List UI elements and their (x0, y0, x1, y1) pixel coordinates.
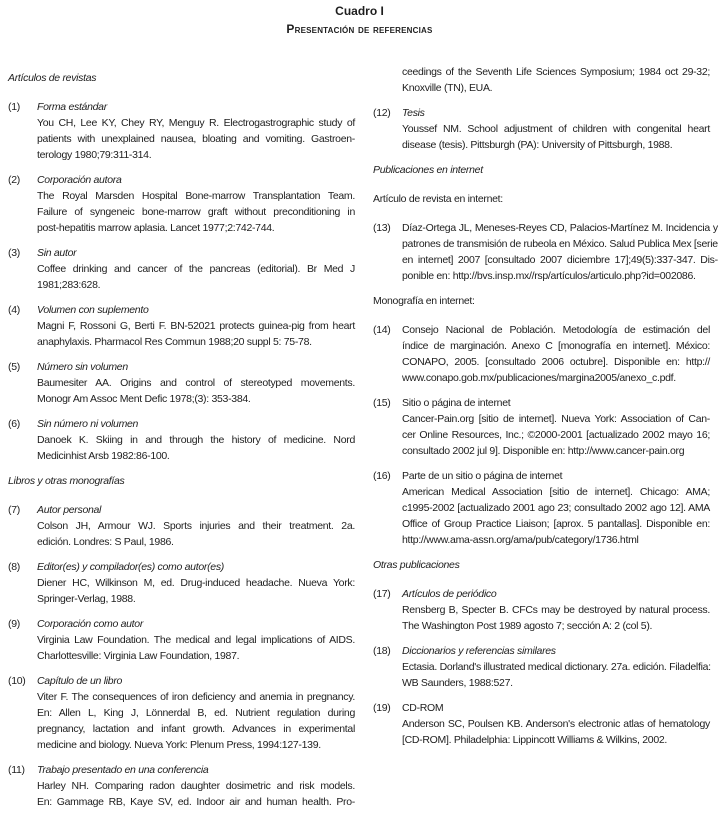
reference-body (37, 673, 355, 753)
reference-body (402, 395, 710, 459)
reference-line: WB Saunders, 1988:527. (402, 677, 513, 689)
reference-line: Harley NH. Comparing radon daughter dosimetric and risk models. (37, 780, 355, 792)
reference-line: Consejo Nacional de Población. Metodología de estimación del (402, 324, 710, 336)
reference-entry (8, 302, 355, 350)
reference-type: Corporación como autor (37, 618, 144, 630)
reference-body (37, 245, 355, 293)
section-heading: Otras publicaciones (373, 559, 460, 571)
reference-body (402, 643, 711, 691)
reference-body (402, 468, 710, 548)
reference-entry (373, 105, 710, 153)
reference-line: Cancer-Pain.org [sitio de internet]. Nueva York: Association of Can- (402, 413, 710, 425)
reference-line: You CH, Lee KY, Chey RY, Menguy R. Electrogastrographic study of (37, 117, 355, 129)
reference-type: Editor(es) y compilador(es) como autor(es) (37, 561, 224, 573)
reference-type: Sitio o página de internet (402, 397, 511, 409)
reference-line: En: Gammage RB, Kaye SV, ed. Indoor air and human health. Pro- (37, 796, 355, 808)
reference-entry (373, 395, 710, 459)
reference-number: (2) (8, 174, 20, 186)
left-column (8, 62, 355, 819)
reference-line: post-hepatitis marrow aplasia. Lancet 1977;2:742-744. (37, 222, 275, 234)
reference-line: edición. Londres: S Paul, 1986. (37, 536, 174, 548)
reference-number: (8) (8, 561, 20, 573)
reference-body (402, 220, 718, 284)
reference-number: (19) (373, 702, 391, 714)
reference-number: (4) (8, 304, 20, 316)
reference-body (37, 502, 355, 550)
reference-line: terology 1980;79:311-314. (37, 149, 152, 161)
reference-line: American Medical Association [sitio de internet]. Chicago: AMA; (402, 486, 710, 498)
reference-line: Springer-Verlag, 1988. (37, 593, 136, 605)
reference-entry (8, 762, 355, 810)
reference-number: (5) (8, 361, 20, 373)
reference-number: (12) (373, 107, 391, 119)
reference-number: (7) (8, 504, 20, 516)
section-heading: Libros y otras monografías (8, 475, 125, 487)
reference-type: Parte de un sitio o página de internet (402, 470, 563, 482)
reference-line: Ectasia. Dorland's illustrated medical dictionary. 27a. edición. Filadelfia: (402, 661, 711, 673)
reference-entry (373, 586, 710, 634)
reference-line: Colson JH, Armour WJ. Sports injuries and their treatment. 2a. (37, 520, 355, 532)
reference-line: Office of Group Practice Liaison; [aprox. 5 pantallas]. Disponible en: (402, 518, 710, 530)
reference-number: (3) (8, 247, 20, 259)
reference-body (37, 416, 355, 464)
reference-entry (373, 220, 718, 284)
reference-body (37, 302, 355, 350)
reference-entry (8, 616, 355, 664)
reference-type: Diccionarios y referencias similares (402, 645, 556, 657)
reference-line: www.conapo.gob.mx/publicaciones/margina2005/anexo_c.pdf. (402, 372, 676, 384)
reference-line: Charlottesville: Virginia Law Foundation, 1987. (37, 650, 240, 662)
reference-body (37, 359, 355, 407)
reference-body (402, 700, 710, 748)
reference-line: ponible en: http://bvs.insp.mx//rsp/artículos/articulo.php?id=002086. (402, 270, 696, 282)
reference-line: Díaz-Ortega JL, Meneses-Reyes CD, Palacios-Martínez M. Incidencia y (402, 222, 718, 234)
reference-line: The Washington Post 1989 agosto 7; sección A: 2 (col 5). (402, 620, 653, 632)
reference-line: Medicinhist Arsb 1982:86-100. (37, 450, 170, 462)
reference-number: (16) (373, 470, 391, 482)
reference-number: (1) (8, 101, 20, 113)
reference-line: patrones de transmisión de rubeola en México. Salud Publica Mex [serie (402, 238, 718, 250)
reference-line: disease (tesis). Pittsburgh (PA): University of Pittsburgh, 1988. (402, 139, 673, 151)
reference-type: Autor personal (37, 504, 102, 516)
reference-line: Youssef NM. School adjustment of children with congenital heart (402, 123, 710, 135)
reference-line: Baumesiter AA. Origins and control of stereotyped movements. (37, 377, 355, 389)
reference-entry (373, 700, 710, 748)
reference-entry (373, 322, 710, 386)
reference-entry (8, 559, 355, 607)
reference-line: [CD-ROM]. Philadelphia: Lippincott Williams & Wilkins, 2002. (402, 734, 668, 746)
reference-entry (8, 359, 355, 407)
reference-line: Failure of syngeneic bone-marrow graft without preconditioning in (37, 206, 355, 218)
reference-line: Rensberg B, Specter B. CFCs may be destroyed by natural process. (402, 604, 710, 616)
reference-line: en internet] 2007 [consultado 2007 diciembre 17];49(5):337-347. Dis- (402, 254, 718, 266)
reference-line: Coffee drinking and cancer of the pancreas (editorial). Br Med J (37, 263, 355, 275)
section-subheading: Monografía en internet: (373, 295, 475, 307)
reference-body (37, 172, 355, 236)
reference-number: (11) (8, 764, 25, 776)
reference-line: c1995-2002 [actualizado 2001 ago 23; consultado 2002 ago 12]. AMA (402, 502, 710, 514)
reference-body (37, 559, 355, 607)
reference-type: Forma estándar (37, 101, 107, 113)
reference-line: patients with unexplained nausea, bloating and vomiting. Gastroen- (37, 133, 355, 145)
reference-body (402, 586, 710, 634)
reference-number: (9) (8, 618, 20, 630)
reference-continuation (402, 64, 710, 96)
reference-body (402, 322, 710, 386)
reference-entry (8, 673, 355, 753)
reference-type: Corporación autora (37, 174, 122, 186)
reference-line: Monogr Am Assoc Ment Defic 1978;(3): 353-384. (37, 393, 251, 405)
reference-line: anaphylaxis. Pharmacol Res Commun 1988;20 suppl 5: 75-78. (37, 336, 312, 348)
section-heading: Artículos de revistas (8, 72, 97, 84)
reference-line: medicine and biology. Nueva York: Plenum Press, 1994:127-139. (37, 739, 321, 751)
reference-type: Sin autor (37, 247, 77, 259)
reference-line: CONAPO, 2005. [consultado 2006 octubre]. Disponible en: http:// (402, 356, 710, 368)
reference-body (37, 762, 355, 810)
right-column (373, 64, 718, 757)
reference-number: (18) (373, 645, 391, 657)
reference-entry (373, 643, 710, 691)
reference-line: Knoxville (TN), EUA. (402, 82, 493, 94)
reference-entry (8, 416, 355, 464)
reference-number: (17) (373, 588, 391, 600)
section-subheading: Artículo de revista en internet: (373, 193, 503, 205)
reference-body (37, 616, 355, 664)
reference-type: Volumen con suplemento (37, 304, 149, 316)
reference-line: http://www.ama-assn.org/ama/pub/category/1736.html (402, 534, 639, 546)
section-heading: Publicaciones en internet (373, 164, 483, 176)
reference-number: (14) (373, 324, 391, 336)
reference-line: En: Allen L, King J, Lönnerdal B, ed. Nutrient regulation during (37, 707, 355, 719)
reference-type: Sin número ni volumen (37, 418, 139, 430)
reference-line: Danoek K. Skiing in and through the history of medicine. Nord (37, 434, 355, 446)
reference-line: 1981;283:628. (37, 279, 101, 291)
reference-number: (13) (373, 222, 391, 234)
reference-number: (10) (8, 675, 26, 687)
reference-type: Número sin volumen (37, 361, 128, 373)
reference-line: Anderson SC, Poulsen KB. Anderson's electronic atlas of hematology (402, 718, 710, 730)
reference-line: Magni F, Rossoni G, Berti F. BN-52021 protects guinea-pig from heart (37, 320, 355, 332)
reference-type: Artículos de periódico (402, 588, 497, 600)
reference-type: Tesis (402, 107, 425, 119)
reference-line: Virginia Law Foundation. The medical and legal implications of AIDS. (37, 634, 355, 646)
reference-line: Diener HC, Wilkinson M, ed. Drug-induced headache. Nueva York: (37, 577, 355, 589)
reference-entry (8, 245, 355, 293)
reference-entry (8, 502, 355, 550)
reference-number: (15) (373, 397, 391, 409)
reference-body (402, 105, 710, 153)
reference-line: pregnancy, lactation and infant growth. Advances in experimental (37, 723, 355, 735)
reference-line: índice de marginación. Anexo C [monografía en internet]. México: (402, 340, 710, 352)
reference-entry (8, 172, 355, 236)
reference-number: (6) (8, 418, 20, 430)
reference-type: Trabajo presentado en una conferencia (37, 764, 209, 776)
reference-entry (8, 99, 355, 163)
reference-body (37, 99, 355, 163)
table-title: Cuadro I (335, 4, 384, 18)
reference-entry (373, 468, 710, 548)
reference-type: CD-ROM (402, 702, 444, 714)
reference-line: ceedings of the Seventh Life Sciences Symposium; 1984 oct 29-32; (402, 66, 710, 78)
table-subtitle: Presentación de referencias (286, 22, 433, 36)
reference-line: consultado 2002 jul 9]. Disponible en: http://www.cancer-pain.org (402, 445, 685, 457)
reference-type: Capítulo de un libro (37, 675, 123, 687)
reference-line: Viter F. The consequences of iron deficiency and anemia in pregnancy. (37, 691, 355, 703)
reference-line: cer Online Resources, Inc.; ©2000-2001 [actualizado 2002 mayo 16; (402, 429, 710, 441)
reference-line: The Royal Marsden Hospital Bone-marrow Transplantation Team. (37, 190, 355, 202)
